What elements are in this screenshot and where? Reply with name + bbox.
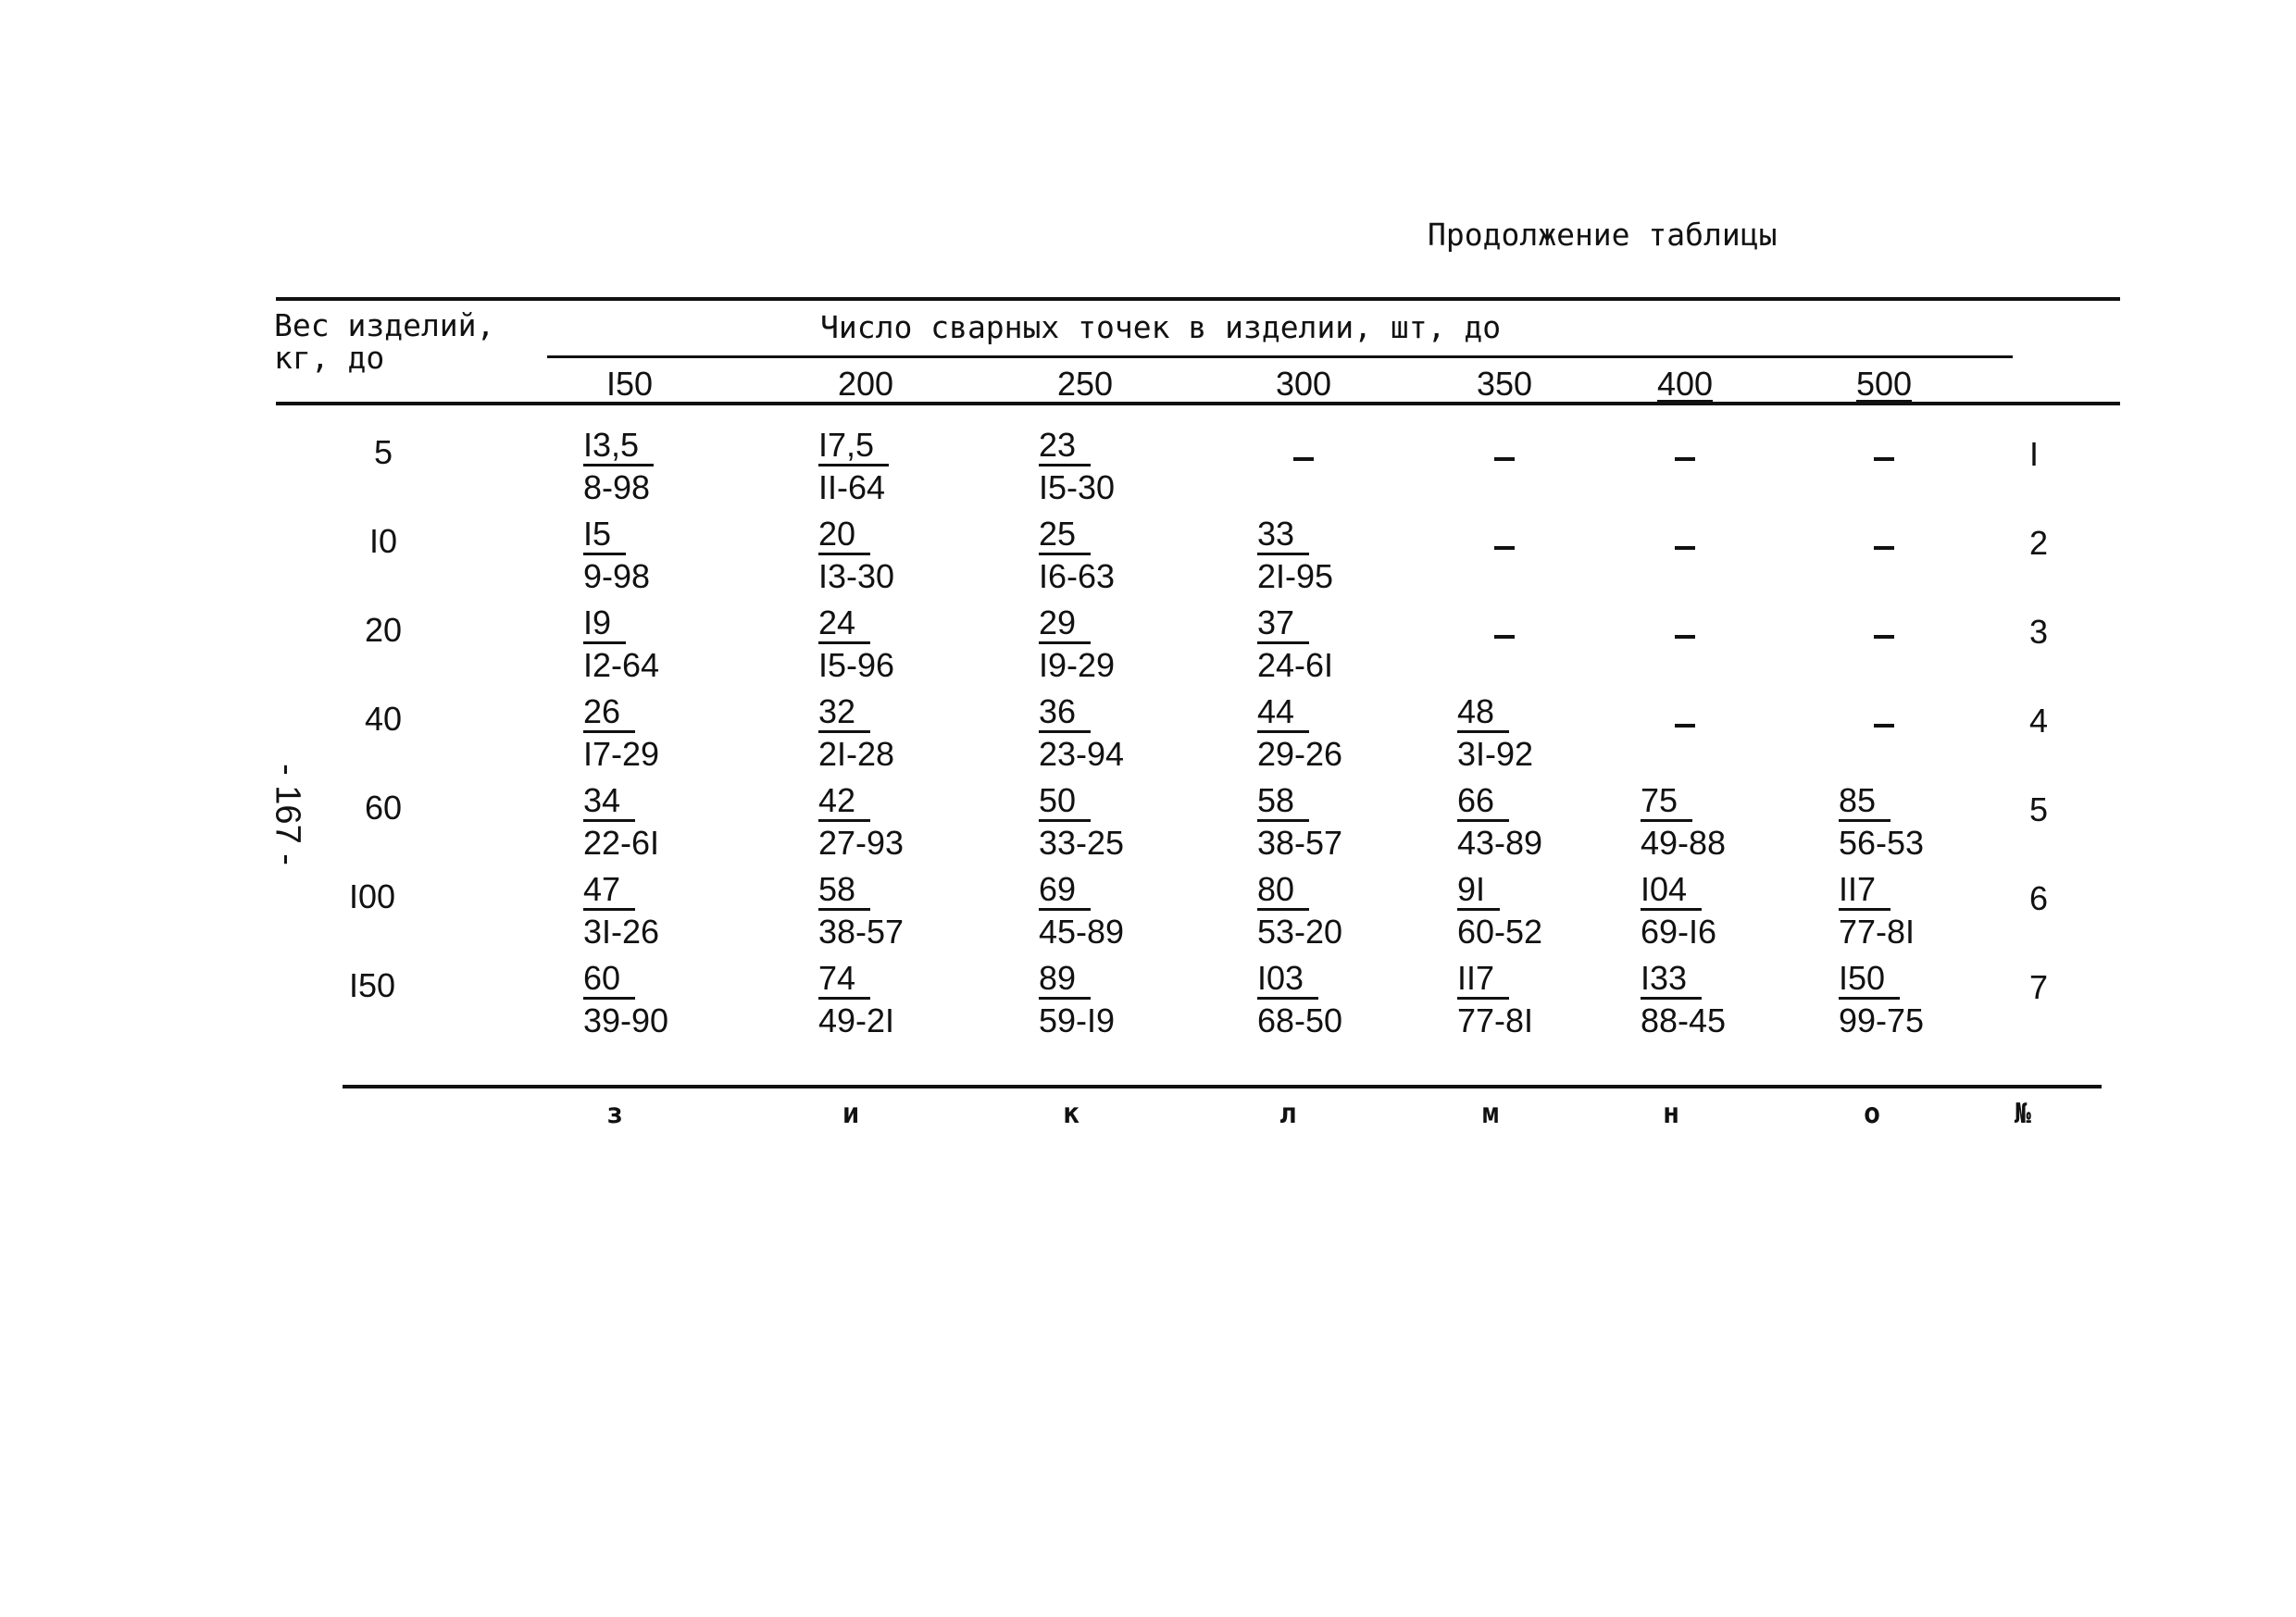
cell-range: I2-64 bbox=[583, 646, 660, 684]
cell-range: I6-63 bbox=[1039, 557, 1116, 595]
table-cell bbox=[583, 602, 659, 687]
cell-range: 38-57 bbox=[1257, 824, 1343, 862]
cell-range: I7-29 bbox=[583, 735, 660, 773]
cell-value: 58 bbox=[818, 871, 870, 911]
cell-value: 29 bbox=[1039, 604, 1091, 644]
cell-range: 3I-26 bbox=[583, 913, 660, 951]
table-cell bbox=[583, 868, 659, 953]
cell-value: 60 bbox=[583, 960, 635, 1000]
table-cell bbox=[1457, 868, 1542, 953]
cell-range: 59-I9 bbox=[1039, 1001, 1116, 1039]
cell-value: 47 bbox=[583, 871, 635, 911]
empty-cell-dash bbox=[1874, 635, 1894, 639]
cell-range: 9-98 bbox=[583, 557, 651, 595]
cell-value: I04 bbox=[1641, 871, 1702, 911]
column-letter: н bbox=[1663, 1098, 1680, 1130]
cell-value: 36 bbox=[1039, 693, 1091, 733]
cell-range: 23-94 bbox=[1039, 735, 1125, 773]
cell-value: II7 bbox=[1839, 871, 1890, 911]
table-cell bbox=[1457, 690, 1533, 776]
cell-value: II7 bbox=[1457, 960, 1509, 1000]
column-letter: о bbox=[1864, 1098, 1881, 1130]
table-cell bbox=[1457, 957, 1533, 1042]
cell-range: 43-89 bbox=[1457, 824, 1543, 862]
cell-range: 39-90 bbox=[583, 1001, 669, 1039]
row-number: 5 bbox=[2029, 790, 2049, 828]
row-number: 2 bbox=[2029, 524, 2049, 562]
table-bottom-rule bbox=[343, 1085, 2102, 1088]
cell-range: 77-8I bbox=[1457, 1001, 1534, 1039]
row-weight: 40 bbox=[364, 700, 403, 738]
cell-value: 75 bbox=[1641, 782, 1692, 822]
continuation-heading: Продолжение таблицы bbox=[1428, 217, 1778, 253]
cell-value: 42 bbox=[818, 782, 870, 822]
table-cell bbox=[818, 868, 904, 953]
cell-value: I3,5 bbox=[583, 427, 654, 466]
cell-value: I7,5 bbox=[818, 427, 889, 466]
table-cell bbox=[1641, 957, 1726, 1042]
cell-range: 99-75 bbox=[1839, 1001, 1925, 1039]
cell-range: 2I-28 bbox=[818, 735, 895, 773]
cell-value: 23 bbox=[1039, 427, 1091, 466]
table-cell bbox=[1257, 957, 1342, 1042]
cell-value: 25 bbox=[1039, 516, 1091, 555]
weight-header-line2: кг, до bbox=[274, 340, 385, 376]
row-weight: I00 bbox=[348, 877, 396, 915]
cell-value: 37 bbox=[1257, 604, 1309, 644]
column-letter: м bbox=[1482, 1098, 1500, 1130]
table-cell bbox=[1839, 957, 1924, 1042]
table-cell bbox=[1641, 779, 1726, 864]
table-cell bbox=[1457, 779, 1542, 864]
empty-cell-dash bbox=[1874, 724, 1894, 728]
cell-range: 49-2I bbox=[818, 1001, 895, 1039]
cell-value: 66 bbox=[1457, 782, 1509, 822]
cell-range: 45-89 bbox=[1039, 913, 1125, 951]
cell-range: 53-20 bbox=[1257, 913, 1343, 951]
row-number: 3 bbox=[2029, 613, 2049, 651]
cell-range: 77-8I bbox=[1839, 913, 1915, 951]
cell-range: 88-45 bbox=[1641, 1001, 1727, 1039]
table-cell bbox=[1039, 779, 1124, 864]
cell-range: 29-26 bbox=[1257, 735, 1343, 773]
cell-range: 68-50 bbox=[1257, 1001, 1343, 1039]
cell-value: 48 bbox=[1457, 693, 1509, 733]
cell-range: I5-30 bbox=[1039, 468, 1116, 506]
table-cell bbox=[583, 779, 659, 864]
empty-cell-dash bbox=[1874, 546, 1894, 550]
table-cell bbox=[818, 690, 894, 776]
column-header: 500 bbox=[1855, 365, 1913, 403]
table-cell bbox=[583, 424, 654, 509]
cell-value: 33 bbox=[1257, 516, 1309, 555]
empty-cell-dash bbox=[1494, 546, 1515, 550]
cell-range: 27-93 bbox=[818, 824, 905, 862]
table-cell bbox=[1257, 513, 1333, 598]
cell-value: 50 bbox=[1039, 782, 1091, 822]
cell-range: 60-52 bbox=[1457, 913, 1543, 951]
cell-value: 34 bbox=[583, 782, 635, 822]
cell-range: 33-25 bbox=[1039, 824, 1125, 862]
column-header: 350 bbox=[1476, 365, 1533, 403]
row-weight: 5 bbox=[373, 433, 393, 471]
cell-range: II-64 bbox=[818, 468, 886, 506]
table-cell bbox=[1257, 602, 1333, 687]
table-cell bbox=[1039, 602, 1115, 687]
table-cell bbox=[818, 424, 889, 509]
cell-range: 22-6I bbox=[583, 824, 660, 862]
column-letter: з bbox=[606, 1098, 624, 1130]
table-cell bbox=[1257, 868, 1342, 953]
table-cell bbox=[1839, 868, 1915, 953]
cell-value: 20 bbox=[818, 516, 870, 555]
column-header: 300 bbox=[1275, 365, 1332, 403]
cell-range: 3I-92 bbox=[1457, 735, 1534, 773]
cell-value: 85 bbox=[1839, 782, 1890, 822]
row-number: 7 bbox=[2029, 968, 2049, 1006]
cell-value: I03 bbox=[1257, 960, 1318, 1000]
cell-value: 44 bbox=[1257, 693, 1309, 733]
cell-range: I3-30 bbox=[818, 557, 895, 595]
cell-range: 8-98 bbox=[583, 468, 651, 506]
row-weight: I0 bbox=[368, 522, 398, 560]
cell-range: 24-6I bbox=[1257, 646, 1334, 684]
row-weight: 60 bbox=[364, 789, 403, 827]
column-header: 250 bbox=[1056, 365, 1114, 403]
cell-range: I5-96 bbox=[818, 646, 895, 684]
cell-range: 49-88 bbox=[1641, 824, 1727, 862]
empty-cell-dash bbox=[1874, 457, 1894, 461]
points-header-rule bbox=[547, 355, 2013, 358]
table-top-rule bbox=[276, 297, 2120, 301]
cell-range: I9-29 bbox=[1039, 646, 1116, 684]
column-header: I50 bbox=[605, 365, 654, 403]
row-number-mark: № bbox=[2015, 1098, 2032, 1130]
empty-cell-dash bbox=[1675, 457, 1695, 461]
cell-value: I5 bbox=[583, 516, 626, 555]
table-cell bbox=[818, 513, 894, 598]
column-letter: и bbox=[842, 1098, 860, 1130]
table-cell bbox=[1839, 779, 1924, 864]
cell-value: 24 bbox=[818, 604, 870, 644]
cell-value: I50 bbox=[1839, 960, 1900, 1000]
points-column-header: Число сварных точек в изделии, шт, до bbox=[820, 309, 1502, 345]
empty-cell-dash bbox=[1675, 546, 1695, 550]
column-letter: л bbox=[1279, 1098, 1297, 1130]
table-cell bbox=[818, 957, 894, 1042]
table-cell bbox=[818, 602, 894, 687]
cell-range: 2I-95 bbox=[1257, 557, 1334, 595]
table-cell bbox=[1641, 868, 1716, 953]
row-weight: I50 bbox=[348, 966, 396, 1004]
cell-value: 9I bbox=[1457, 871, 1500, 911]
empty-cell-dash bbox=[1675, 635, 1695, 639]
empty-cell-dash bbox=[1494, 635, 1515, 639]
cell-range: 38-57 bbox=[818, 913, 905, 951]
empty-cell-dash bbox=[1293, 457, 1314, 461]
table-cell bbox=[1039, 513, 1115, 598]
table-cell bbox=[583, 690, 659, 776]
cell-value: 74 bbox=[818, 960, 870, 1000]
table-cell bbox=[1039, 868, 1124, 953]
cell-value: 69 bbox=[1039, 871, 1091, 911]
table-cell bbox=[1257, 779, 1342, 864]
cell-value: 26 bbox=[583, 693, 635, 733]
row-number: 4 bbox=[2029, 702, 2049, 740]
cell-range: 56-53 bbox=[1839, 824, 1925, 862]
weight-header-line1: Вес изделий, bbox=[274, 307, 495, 343]
cell-value: 58 bbox=[1257, 782, 1309, 822]
empty-cell-dash bbox=[1675, 724, 1695, 728]
table-cell bbox=[583, 513, 650, 598]
table-cell bbox=[1257, 690, 1342, 776]
table-cell bbox=[1039, 690, 1124, 776]
cell-value: I33 bbox=[1641, 960, 1702, 1000]
column-header: 200 bbox=[837, 365, 894, 403]
table-cell bbox=[818, 779, 904, 864]
table-cell bbox=[583, 957, 668, 1042]
row-number: I bbox=[2029, 435, 2040, 473]
cell-value: 32 bbox=[818, 693, 870, 733]
row-weight: 20 bbox=[364, 611, 403, 649]
column-header: 400 bbox=[1656, 365, 1714, 403]
cell-value: 80 bbox=[1257, 871, 1309, 911]
table-cell bbox=[1039, 424, 1115, 509]
cell-value: 89 bbox=[1039, 960, 1091, 1000]
row-number: 6 bbox=[2029, 879, 2049, 917]
page-number: - 167 - bbox=[268, 764, 307, 865]
cell-value: I9 bbox=[583, 604, 626, 644]
cell-range: 69-I6 bbox=[1641, 913, 1717, 951]
column-letter: к bbox=[1063, 1098, 1080, 1130]
empty-cell-dash bbox=[1494, 457, 1515, 461]
weight-column-header bbox=[274, 309, 494, 374]
table-cell bbox=[1039, 957, 1115, 1042]
